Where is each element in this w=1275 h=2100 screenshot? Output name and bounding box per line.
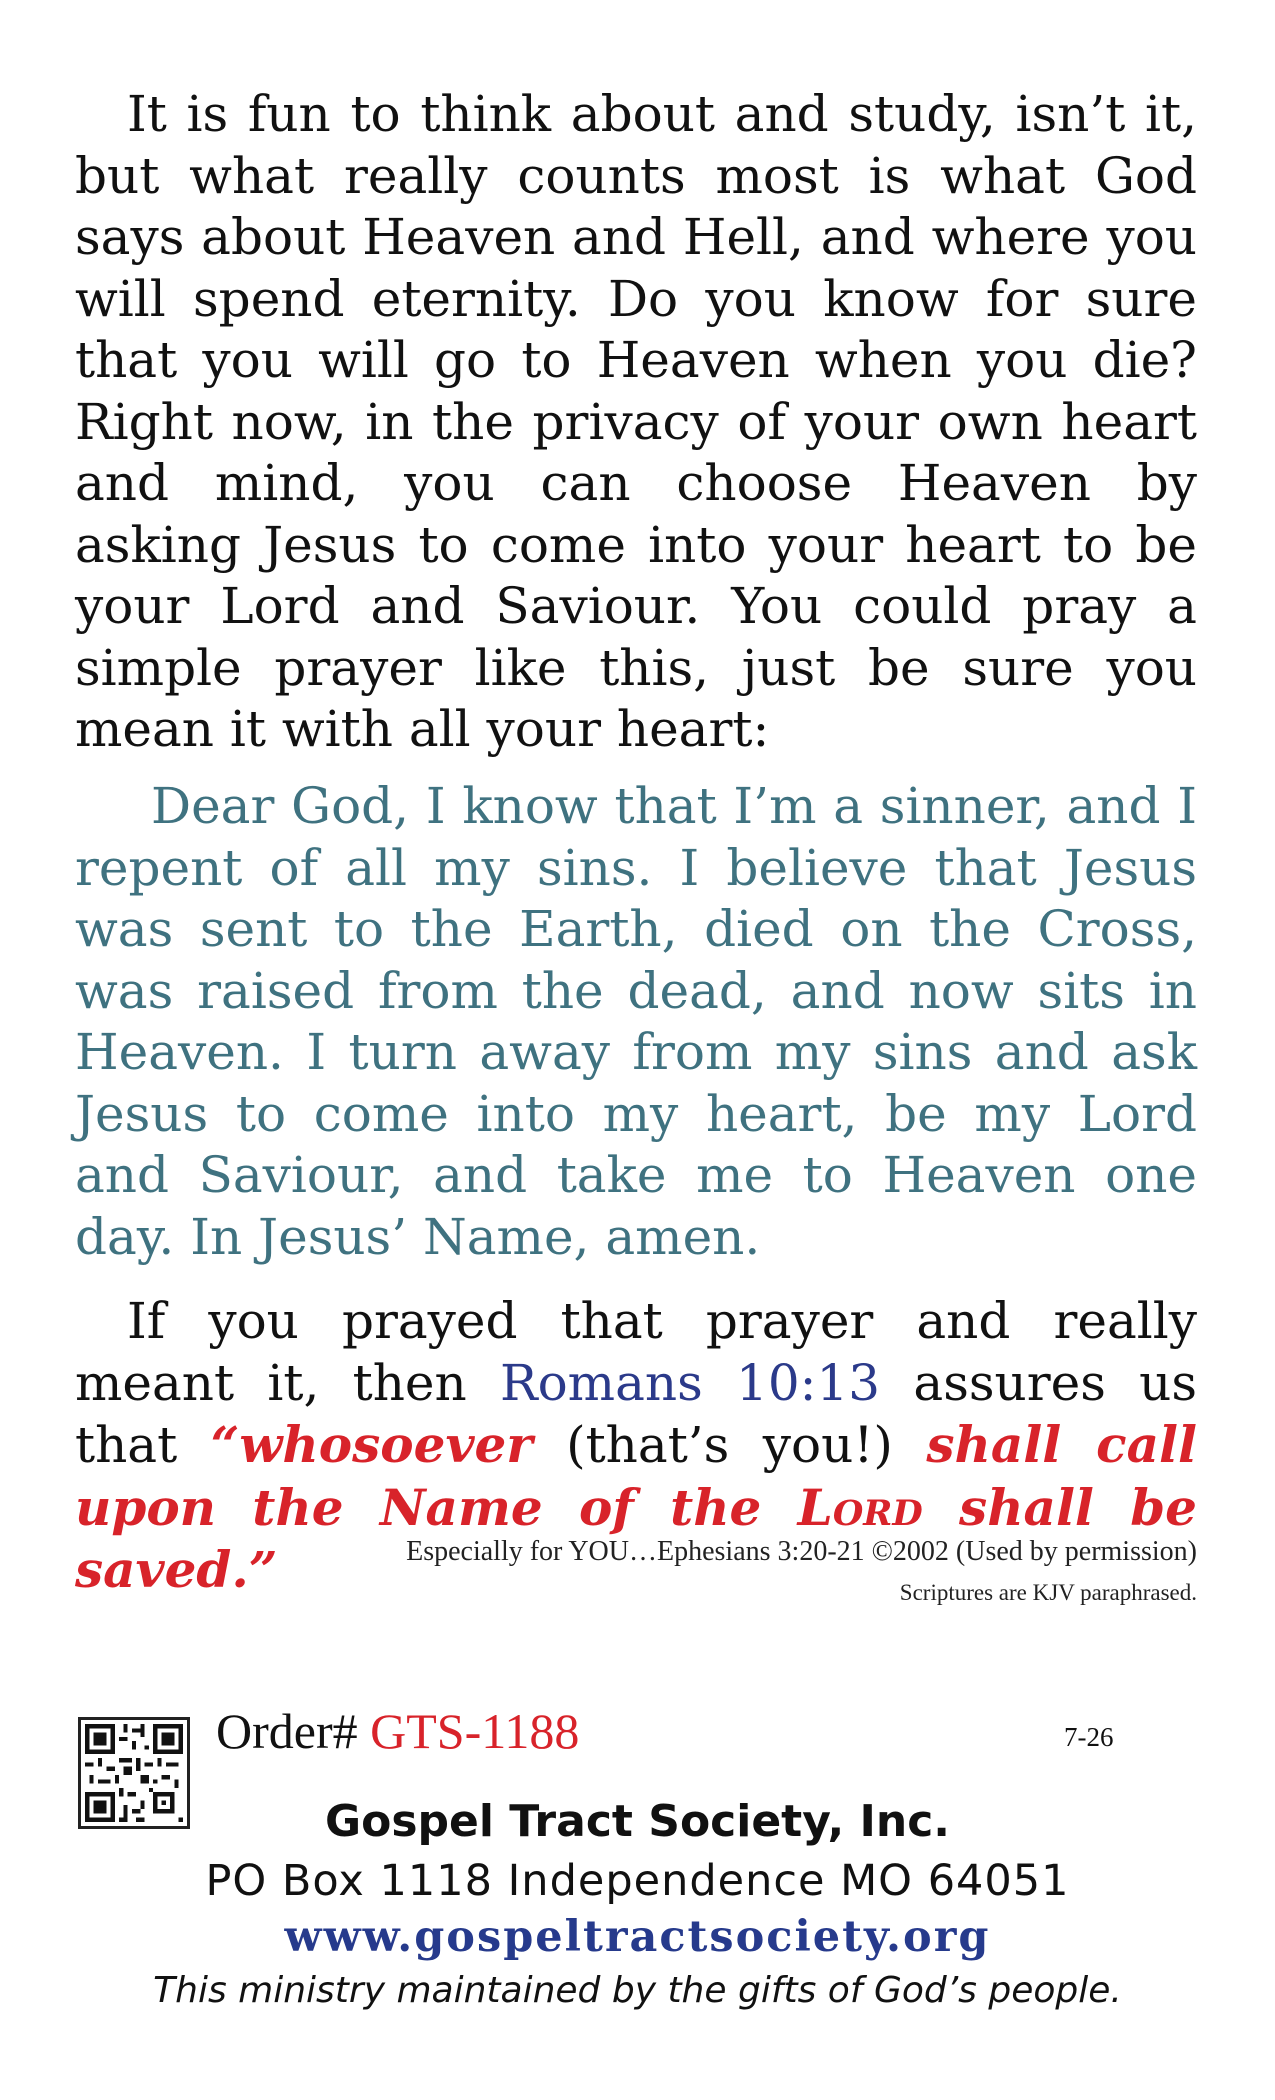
scripture-quote-2: shall call upon the Name of the [75, 1415, 1197, 1537]
scripture-lord: Lord [797, 1477, 923, 1537]
prayer-paragraph: Dear God, I know that I’m a sinner, and I repent of all my sins. I believe that Jesus was sent to the Earth, died on the Cross, was raised from the dead, and now sits in Heaven. I turn away from my sins and ask Jesus to come into my heart, be my Lord and Saviour, and take me to Heaven one day. In Jesus’ Name, amen. [75, 777, 1197, 1266]
credit-line: Especially for YOU…Ephesians 3:20-21 ©2002 (Used by permission) [406, 1536, 1197, 1567]
closing-aside: (that’s you!) [532, 1416, 927, 1474]
intro-paragraph: It is fun to think about and study, isn’t it, but what really counts most is what God says about Heaven and Hell, and where you will spend eternity. Do you know for sure that you will go to Heaven when you die? Right now, in the privacy of your own heart and mind, you can choose Heaven by asking Jesus to come into your heart to be your Lord and Saviour. You could pray a simple prayer like this, just be sure you mean it with all your heart: [75, 85, 1197, 758]
scripture-note: Scriptures are KJV paraphrased. [899, 1580, 1197, 1605]
scripture-quote-1: “whosoever [210, 1415, 533, 1474]
edition-code: 7-26 [1064, 1722, 1114, 1752]
organization-name: Gospel Tract Society, Inc. [324, 1796, 951, 1847]
order-code: GTS-1188 [370, 1703, 580, 1759]
website-link[interactable]: www.gospeltractsociety.org [284, 1912, 991, 1962]
order-label: Order# [216, 1703, 371, 1759]
closing-text-2: assures us that [75, 1353, 1197, 1474]
scripture-reference: Romans 10:13 [499, 1353, 881, 1412]
ministry-tagline: This ministry maintained by the gifts of God’s people. [153, 1970, 1122, 2011]
order-number [216, 1702, 579, 1760]
closing-text-1: If you prayed that prayer and really meant it, then [75, 1292, 1197, 1412]
organization-address: PO Box 1118 Independence MO 64051 [205, 1856, 1070, 1906]
scripture-quote-3: shall be saved.” [75, 1477, 1197, 1599]
